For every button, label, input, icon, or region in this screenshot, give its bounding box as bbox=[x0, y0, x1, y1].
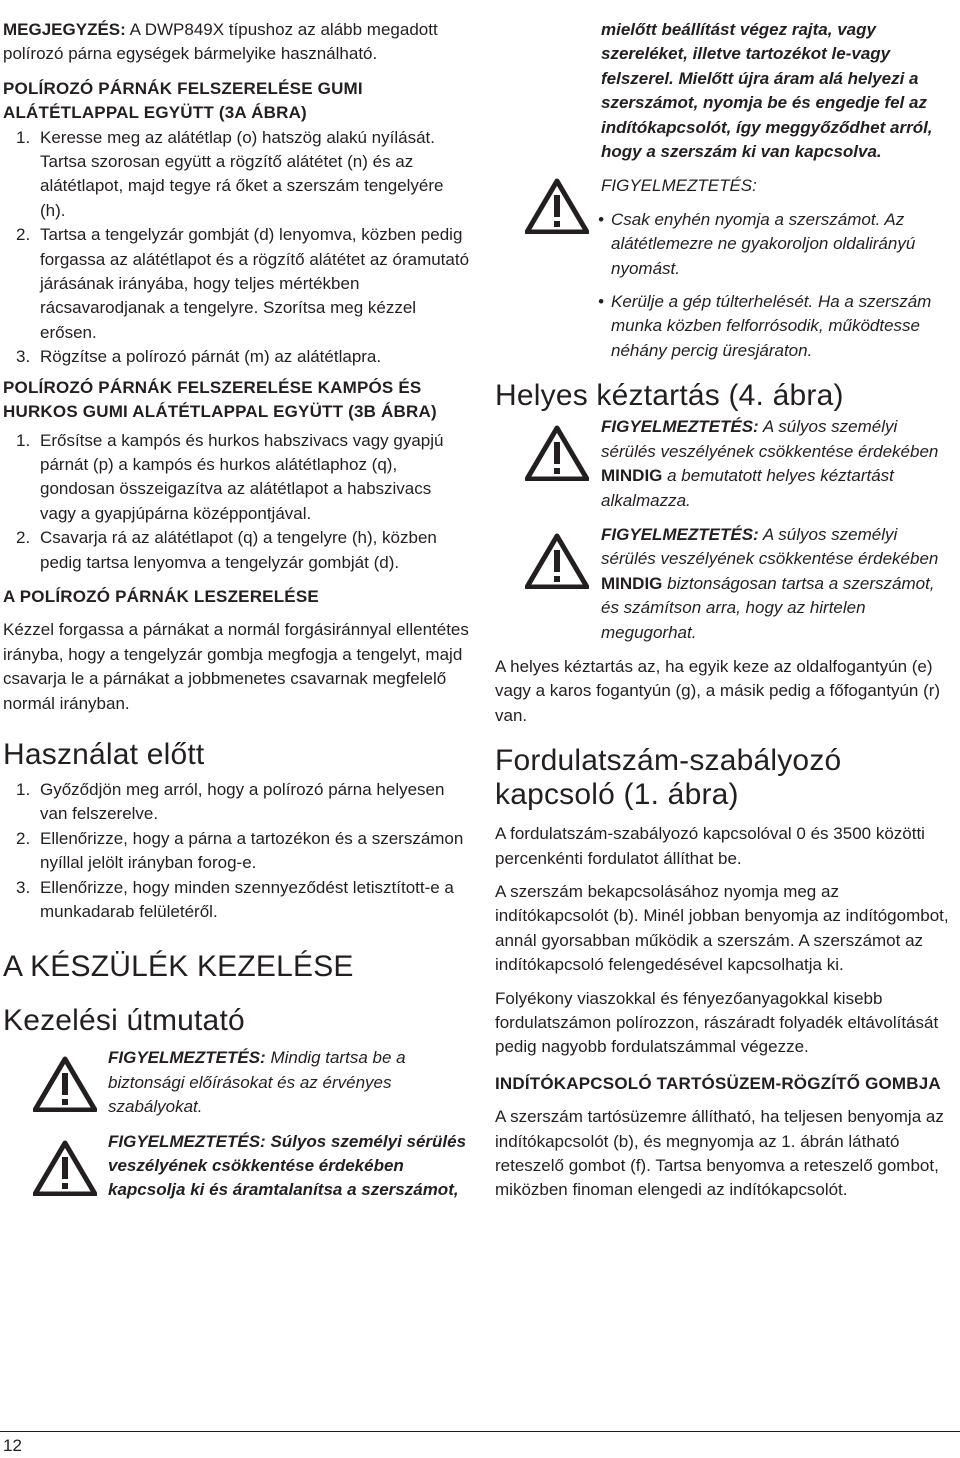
list-number: 2. bbox=[16, 225, 31, 245]
list-item bbox=[3, 126, 471, 224]
warning-triangle-icon bbox=[495, 523, 589, 594]
warning-label: FIGYELMEZTETÉS: bbox=[601, 176, 757, 196]
list-item bbox=[3, 429, 471, 527]
warning-text bbox=[601, 415, 955, 513]
list-text: Győződjön meg arról, hogy a polírozó párna helyesen van felszerelve. bbox=[40, 779, 445, 824]
footer-rule bbox=[0, 1431, 960, 1432]
warning-label: FIGYELMEZTETÉS: bbox=[108, 1048, 266, 1068]
warning-triangle-icon bbox=[495, 415, 589, 486]
warning-continuation: mielőtt beállítást végez rajta, vagy szereléket, illetve tartozékot le-vagy felszerel. Mielőtt újra áram alá helyezi a szerszámot, nyomja be és engedje fel az indítókapcsolót, így meggyőződhet arról, hogy a szerszám ki van kapcsolva. bbox=[601, 20, 933, 162]
warning-body: A súlyos személyi sérülés veszélyének csökkentése érdekében bbox=[601, 417, 939, 461]
list-text: Csavarja rá az alátétlapot (q) a tengelyre (h), közben pedig tartsa lenyomva a tengelyzár gombját (d). bbox=[40, 528, 437, 572]
list-item bbox=[3, 526, 471, 575]
bullet-text: Kerülje a gép túlterhelését. Ha a szerszám munka közben felforrósodik, működtesse néhány percig üresjáraton. bbox=[611, 292, 932, 360]
heading-operation: A KÉSZÜLÉK KEZELÉSE bbox=[3, 950, 354, 984]
heading-speed-switch: Fordulatszám-szabályozó kapcsoló (1. ábra) bbox=[495, 744, 842, 812]
list-text: Ellenőrizze, hogy a párna a tartozékon és a szerszámon nyíllal jelölt irányban forog-e. bbox=[40, 828, 464, 873]
bullet-text: Csak enyhén nyomja a szerszámot. Az alátétlemezre ne gyakoroljon oldalirányú nyomást. bbox=[611, 209, 916, 278]
bullet-dot: • bbox=[598, 209, 604, 229]
warning-label: FIGYELMEZTETÉS: bbox=[601, 524, 759, 544]
section-heading-lock-button: INDÍTÓKAPCSOLÓ TARTÓSÜZEM-RÖGZÍTŐ GOMBJA bbox=[495, 1073, 941, 1093]
warning-body: biztonságosan tartsa a szerszámot, és számítson arra, hogy az hirtelen megugorhat. bbox=[601, 573, 935, 642]
bullet-item bbox=[589, 208, 955, 281]
before-use-list bbox=[3, 778, 471, 924]
speed-paragraph-2: A szerszám bekapcsolásához nyomja meg az indítókapcsolót (b). Minél jobban benyomja az indítógombot, annál gyorsabban működik a szerszám. A szerszámot az indítókapcsoló felengedésével kapcsolhatja ki. bbox=[495, 881, 949, 975]
warning-safety-rules bbox=[3, 1046, 471, 1119]
lock-button-paragraph: A szerszám tartósüzemre állítható, ha teljesen benyomja az indítókapcsolót (b), és megnyomja az 1. ábrán látható reteszelő gombot (f). Tartsa benyomva a reteszelő gombot, miközben finoman elengedi az indítókapcsolót. bbox=[495, 1107, 944, 1200]
warning-body: Mindig tartsa be a biztonsági előírásokat és az érvényes szabályokat. bbox=[108, 1048, 406, 1117]
warning-pressure bbox=[495, 174, 955, 363]
list-number: 3. bbox=[16, 877, 31, 897]
list-text: Ellenőrizze, hogy minden szennyeződést letisztított-e a munkadarab felületéről. bbox=[40, 877, 454, 921]
list-item bbox=[3, 778, 471, 827]
warning-label: FIGYELMEZTETÉS: bbox=[601, 417, 759, 437]
list-number: 3. bbox=[16, 347, 31, 367]
warning-disconnect bbox=[3, 1130, 471, 1203]
section-heading-removal: A POLÍROZÓ PÁRNÁK LESZERELÉSE bbox=[3, 586, 319, 606]
list-item bbox=[3, 876, 471, 925]
right-column bbox=[495, 18, 955, 1203]
warning-triangle-icon bbox=[495, 174, 589, 239]
warning-kickback bbox=[495, 523, 955, 645]
note-paragraph bbox=[3, 18, 471, 67]
list-number: 1. bbox=[16, 127, 31, 147]
note-label: MEGJEGYZÉS: bbox=[3, 20, 126, 39]
bullet-dot: • bbox=[598, 292, 604, 312]
warning-emphasis: MINDIG bbox=[601, 573, 663, 593]
list-number: 2. bbox=[16, 828, 31, 848]
warning-text: FIGYELMEZTETÉS: Súlyos személyi sérülés veszélyének csökkentése érdekében kapcsolja ki és áramtalanítsa a szerszámot, bbox=[108, 1131, 467, 1200]
warning-hand-position bbox=[495, 415, 955, 513]
list-text: Erősítse a kampós és hurkos habszivacs vagy gyapjú párnát (p) a kampós és hurkos alátétlaphoz (q), gondosan összeigazítva az alátétlapot a habszivacs vagy a gyapjúpárna középpontjával. bbox=[40, 430, 444, 523]
list-item bbox=[3, 345, 471, 369]
heading-hand-position: Helyes kéztartás (4. ábra) bbox=[495, 379, 844, 413]
list-number: 1. bbox=[16, 430, 31, 450]
list-item bbox=[3, 223, 471, 345]
heading-operating-instructions: Kezelési útmutató bbox=[3, 1004, 245, 1038]
install-list-hook-loop bbox=[3, 429, 471, 575]
left-column bbox=[3, 18, 471, 1203]
install-list-rubber bbox=[3, 126, 471, 370]
list-text: Keresse meg az alátétlap (o) hatszög alakú nyílását. Tartsa szorosan együtt a rögzítő alátétet (n) és az alátétlapot, majd tegye rá őket a szerszám tengelyére (h). bbox=[40, 127, 444, 220]
list-number: 2. bbox=[16, 528, 31, 548]
list-text: Tartsa a tengelyzár gombját (d) lenyomva, közben pedig forgassa az alátétlapot és a rögzítő alátétet az óramutató járásának irányába, hogy teljes mértékben rácsavarodjanak a tengelyre. Szorítsa meg kézzel erősen. bbox=[40, 225, 470, 342]
warning-body: a bemutatott helyes kéztartást alkalmazza. bbox=[601, 466, 894, 510]
list-number: 1. bbox=[16, 779, 31, 799]
hand-position-paragraph: A helyes kéztartás az, ha egyik keze az oldalfogantyún (e) vagy a karos fogantyún (g), a másik pedig a főfogantyún (r) van. bbox=[495, 656, 941, 725]
warning-triangle-icon bbox=[3, 1130, 97, 1201]
bullet-item bbox=[589, 290, 955, 363]
speed-paragraph-3: Folyékony viaszokkal és fényezőanyagokkal kisebb fordulatszámon polírozzon, rászáradt folyadék eltávolítását pedig nagyobb fordulatszámmal végezze. bbox=[495, 988, 939, 1057]
warning-body: A súlyos személyi sérülés veszélyének csökkentése érdekében bbox=[601, 524, 939, 569]
speed-paragraph-1: A fordulatszám-szabályozó kapcsolóval 0 és 3500 közötti percenkénti fordulatot állíthat be. bbox=[495, 824, 925, 868]
section-heading-hook-loop: POLÍROZÓ PÁRNÁK FELSZERELÉSE KAMPÓS ÉS HURKOS GUMI ALÁTÉTLAPPAL EGYÜTT (3B ÁBRA) bbox=[3, 377, 437, 422]
list-item bbox=[3, 827, 471, 876]
removal-paragraph: Kézzel forgassa a párnákat a normál forgásiránnyal ellentétes irányba, hogy a tengelyzár gombja megfogja a tengelyt, majd csavarja le a párnákat a jobbmenetes csavarnak megfelelő normál irányban. bbox=[3, 620, 469, 713]
warning-text bbox=[108, 1046, 471, 1119]
heading-before-use: Használat előtt bbox=[3, 737, 205, 771]
section-heading-rubber-backing: POLÍROZÓ PÁRNÁK FELSZERELÉSE GUMI ALÁTÉTLAPPAL EGYÜTT (3A ÁBRA) bbox=[3, 78, 363, 123]
warning-triangle-icon bbox=[3, 1046, 97, 1117]
list-text: Rögzítse a polírozó párnát (m) az alátétlapra. bbox=[40, 347, 382, 367]
warning-content bbox=[598, 174, 955, 363]
warning-text bbox=[601, 523, 955, 645]
page-number: 12 bbox=[3, 1436, 22, 1455]
warning-emphasis: MINDIG bbox=[601, 466, 663, 486]
note-text: A DWP849X típushoz az alább megadott polírozó párna egységek bármelyike használható. bbox=[3, 20, 438, 64]
